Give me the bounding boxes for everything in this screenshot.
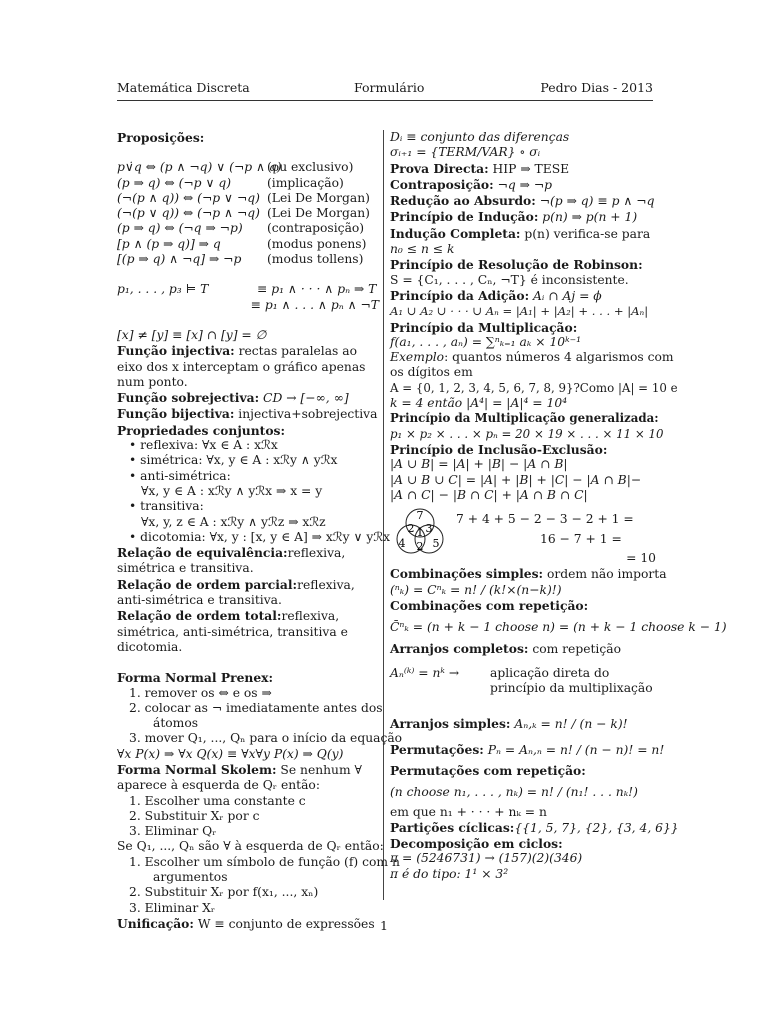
prop-row: (¬(p ∨ q)) ⇔ (¬p ∧ ¬q) (Lei De Morgan) xyxy=(117,206,370,221)
prop-row: p∨̇q ⇔ (p ∧ ¬q) ∨ (¬p ∧ q) (ou exclusivo) xyxy=(117,160,354,175)
prop-row: [p ∧ (p ⇒ q)] ⇒ q (modus ponens) xyxy=(117,236,367,251)
list-item: 3. Eliminar Qᵣ xyxy=(129,824,217,839)
complete-induction: Indução Completa: p(n) verifica-se para xyxy=(390,225,651,241)
entailment: p₁, . . . , p₃ ⊨ T ≡ p₁ ∧ · · · ∧ pₙ ⇒ T xyxy=(117,282,377,297)
sigma-composition: σᵢ₊₁ = {TERM/VAR} ∘ σᵢ xyxy=(390,145,541,160)
header-title: Formulário xyxy=(354,80,425,95)
list-item: átomos xyxy=(153,716,199,731)
unification: Unificação: W ≡ conjunto de expressões xyxy=(117,915,375,931)
header-author: Pedro Dias - 2013 xyxy=(540,80,653,95)
equivalence-relation: Relação de equivalência:reflexiva, simétrica e transitiva. xyxy=(117,545,346,576)
multiplication-title: Princípio da Multiplicação: xyxy=(390,319,578,335)
list-item: • dicotomia: ∀x, y : [x, y ∈ A] ⇒ xℛy ∨ yℛx xyxy=(129,529,391,544)
page-number: 1 xyxy=(380,918,388,933)
venn-region: 5 xyxy=(432,537,440,551)
robinson-title: Princípio de Resolução de Robinson: xyxy=(390,257,643,273)
section-skolem: Forma Normal Skolem: Se nenhum ∀ xyxy=(117,761,362,777)
venn-region: 1 xyxy=(416,526,424,540)
venn-region: 7 xyxy=(416,509,424,523)
prop-row: (¬(p ∧ q)) ⇔ (¬p ∨ ¬q) (Lei De Morgan) xyxy=(117,190,370,205)
section-prenex: Forma Normal Prenex: xyxy=(117,670,274,686)
equivalence-classes: [x] ≠ [y] ≡ [x] ∩ [y] = ∅ xyxy=(117,327,267,342)
left-column: Proposições: p∨̇q ⇔ (p ∧ ¬q) ∨ (¬p ∧ q) (ou exclusivo) (p ⇒ q) ⇔ (¬p ∨ q) (implicação) (¬(p ∧ q)) ⇔ (¬p ∨ ¬q) (Lei De Morgan) (¬(p ∨ q)) ⇔ (¬p ∧ ¬q) (Lei De Morgan) (p ⇒ q) ⇔ (¬q ⇒ ¬p) (contraposição) [p ∧ (p ⇒ q)] ⇒ q (modus ponens) [(p ⇒ q) ∧ ¬q] ⇒ ¬p (modus tollens) p₁, . . . , p₃ ⊨ T ≡ p₁ ∧ · · · ∧ pₙ ⇒ T ≡ p₁ ∧ . . . ∧ pₙ ∧ ¬T [x] ≠ [y] ≡ [x] ∩ [y] = ∅ Função injectiva: rectas paralelas ao eixo dos x interceptam o gráfico apenas num ponto. Função sobrejectiva: CD → [−∞, ∞] Função bijectiva: injectiva+sobrejectiva Propriedades conjuntos: • reflexiva: ∀x ∈ A : xℛx • simétrica: ∀x, y ∈ A : xℛy ∧ yℛx • anti-simétrica: ∀x, y ∈ A : xℛy ∧ yℛx ⇒ x = y • transitiva: ∀x, y, z ∈ A : xℛy ∧ yℛz ⇒ xℛz • dicotomia: ∀x, y : [x, y ∈ A] ⇒ xℛy ∨ yℛx Relação de equivalência:reflexiva, simétrica e transitiva. Relação de ordem parcial:reflexiva, anti-simétrica e transitiva. Relação de ordem total:reflexiva, simétrica, anti-simétrica, transitiva e dicotomia. Forma Normal Prenex: 1. remover os ⇔ e os ⇒ 2. colocar as ¬ imediatamente antes dos átomos 3. mover Q₁, ..., Qₙ para o início da equação ∀x P(x) ⇒ ∀x Q(x) ≡ ∀x∀y P(x) ⇒ Q(y) Forma Normal Skolem: Se nenhum ∀ aparece à esquerda de Qᵣ então: 1. Escolher uma constante c 2. Substituir Xᵣ por c 3. Eliminar Qᵣ Se Q₁, ..., Qₙ são ∀ à esquerda de Qᵣ então: 1. Escolher um símbolo de função (f) com n argumentos 2. Substituir Xᵣ por f(x₁, ..., xₙ) 3. Eliminar Xᵣ Unificação: W ≡ conjunto de expressões xyxy=(117,130,403,931)
header-course: Matemática Discreta xyxy=(117,80,250,95)
venn-region: 4 xyxy=(398,537,406,551)
permutations: Permutações: Pₙ = Aₙ,ₙ = n! / (n − n)! = n! xyxy=(390,742,665,758)
right-column: Dᵢ ≡ conjunto das diferenças σᵢ₊₁ = {TERM/VAR} ∘ σᵢ Prova Directa: HIP ⇒ TESE Contraposição: ¬q ⇒ ¬p Redução ao Absurdo: ¬(p ⇒ q) ≡ p ∧ ¬q Princípio de Indução: p(n) ⇒ p(n + 1) Indução Completa: p(n) verifica-se para n₀ ≤ n ≤ k Princípio de Resolução de Robinson: S = {C₁, . . . , Cₙ, ¬T} é inconsistente. Princípio da Adição: Aᵢ ∩ Aj = ϕ A₁ ∪ A₂ ∪ · · · ∪ Aₙ = |A₁| + |A₂| + . . . + |Aₙ| Princípio da Multiplicação: f(a₁, . . . , aₙ) = ∑ⁿₖ₌₁ aₖ × 10ᵏ⁻¹ Exemplo: quantos números 4 algarismos com os dígitos em A = {0, 1, 2, 3, 4, 5, 6, 7, 8, 9}?Como |A| = 10 e k = 4 então |A⁴| = |A|⁴ = 10⁴ Princípio da Multiplicação generalizada: p₁ × p₂ × . . . × pₙ = 20 × 19 × . . . × 11 × 10 Princípio de Inclusão-Exclusão: |A ∪ B| = |A| + |B| − |A ∩ B| |A ∪ B ∪ C| = |A| + |B| + |C| − |A ∩ B|− |A ∩ C| − |B ∩ C| + |A ∩ B ∩ C| 7 2 1 3 4 2 5 7 + 4 + 5 − 2 − 3 − 2 + 1 = 16 − 7 + 1 = = 10 Combinações simples: ordem não importa (ⁿₖ) = Cⁿₖ = n! / (k!×(n−k)!) Combinações com repetição: C̄ⁿₖ = (n + k − 1 choose n) = (n + k − 1 choose k − 1) Arranjos completos: com repetição Aₙ⁽ᵏ⁾ = nᵏ → aplicação direta do princípio da multiplixação Arranjos simples: Aₙ,ₖ = n! / (n − k)! Permutações: Pₙ = Aₙ,ₙ = n! / (n − n)! = n! Permutações com repetição: (n choose n₁, . . . , nₖ) = n! / (n₁! . . . nₖ!) em que n₁ + · · · + nₖ = n Partições cíclicas:{{1, 5, 7}, {2}, {3, 4, 6}} Decomposição em ciclos: π = (5246731) → (157)(2)(346) π é do tipo: 1¹ × 3² xyxy=(390,130,727,881)
total-order: Relação de ordem total:reflexiva, simétrica, anti-simétrica, transitiva e dicotomia. xyxy=(117,608,348,654)
prop-row: (p ⇒ q) ⇔ (¬p ∨ q) (implicação) xyxy=(117,175,344,190)
list-item: 3. Eliminar Xᵣ xyxy=(129,900,216,915)
simple-arrangements: Arranjos simples: Aₙ,ₖ = n! / (n − k)! xyxy=(390,716,628,732)
list-item: 3. mover Q₁, ..., Qₙ para o início da equação xyxy=(129,731,403,746)
permutations-repetition: Permutações com repetição: xyxy=(390,763,586,779)
addition-principle: Princípio da Adição: Aᵢ ∩ Aj = ϕ xyxy=(390,287,602,303)
list-item: 2. Substituir Xᵣ por f(x₁, ..., xₙ) xyxy=(129,885,319,900)
gen-multiplication-title: Princípio da Multiplicação generalizada: xyxy=(390,411,659,426)
column-divider xyxy=(383,130,384,900)
header-rule xyxy=(117,100,653,101)
cyclic-partitions: Partições cíclicas:{{1, 5, 7}, {2}, {3, 4, 6}} xyxy=(390,819,679,835)
direct-proof: Prova Directa: HIP ⇒ TESE xyxy=(390,160,570,176)
prop-row: (p ⇒ q) ⇔ (¬q ⇒ ¬p) (contraposição) xyxy=(117,221,365,236)
contraposition: Contraposição: ¬q ⇒ ¬p xyxy=(390,176,553,192)
list-item: 1. Escolher um símbolo de função (f) com n xyxy=(129,854,400,869)
partial-order: Relação de ordem parcial:reflexiva, anti-simétrica e transitiva. xyxy=(117,576,355,608)
list-item: ∀x, y ∈ A : xℛy ∧ yℛx ⇒ x = y xyxy=(141,483,323,498)
injective-def: Função injectiva: rectas paralelas ao eixo dos x interceptam o gráfico apenas num ponto. xyxy=(117,343,366,389)
differences-set: Dᵢ ≡ conjunto das diferenças xyxy=(390,130,570,144)
complete-arrangements: Arranjos completos: com repetição xyxy=(390,641,621,657)
list-item: 2. Substituir Xᵣ por c xyxy=(129,808,260,823)
list-item: argumentos xyxy=(153,870,228,885)
simple-combinations: Combinações simples: ordem não importa xyxy=(390,566,667,582)
robinson-text: S = {C₁, . . . , Cₙ, ¬T} é inconsistente. xyxy=(390,272,629,287)
prenex-example: ∀x P(x) ⇒ ∀x Q(x) ≡ ∀x∀y P(x) ⇒ Q(y) xyxy=(117,746,344,761)
page-header xyxy=(117,80,653,96)
list-item: 2. colocar as ¬ imediatamente antes dos xyxy=(129,700,383,715)
section-propositions: Proposições: xyxy=(117,130,205,145)
proposition-table xyxy=(117,160,379,267)
venn-diagram xyxy=(390,503,450,559)
list-item: • transitiva: xyxy=(129,499,204,514)
list-item: • simétrica: ∀x, y ∈ A : xℛy ∧ yℛx xyxy=(129,453,338,468)
venn-region: 2 xyxy=(416,540,424,554)
venn-example: 7 2 1 3 4 2 5 7 + 4 + 5 − 2 − 3 − 2 + 1 = 16 − 7 + 1 = xyxy=(390,503,656,559)
section-set-properties: Propriedades conjuntos: xyxy=(117,422,285,438)
list-item: • reflexiva: ∀x ∈ A : xℛx xyxy=(129,438,278,453)
list-item: ∀x, y, z ∈ A : xℛy ∧ yℛz ⇒ xℛz xyxy=(141,514,326,529)
cycle-decomposition: Decomposição em ciclos: xyxy=(390,836,563,852)
inclusion-exclusion-title: Princípio de Inclusão-Exclusão: xyxy=(390,441,608,457)
list-item: 1. remover os ⇔ e os ⇒ xyxy=(129,685,272,700)
list-item: • anti-simétrica: xyxy=(129,468,231,483)
list-item: 1. Escolher uma constante c xyxy=(129,793,306,808)
bijective-def: Função bijectiva: injectiva+sobrejectiva xyxy=(117,406,378,422)
venn-region: 2 xyxy=(407,522,415,536)
combinations-repetition: Combinações com repetição: xyxy=(390,598,589,614)
example: Exemplo: quantos números 4 algarismos com xyxy=(390,350,674,365)
venn-region: 3 xyxy=(425,522,433,536)
surjective-def: Função sobrejectiva: CD → [−∞, ∞] xyxy=(117,390,349,406)
venn-equation: 7 + 4 + 5 − 2 − 3 − 2 + 1 = xyxy=(456,512,634,527)
prop-row: [(p ⇒ q) ∧ ¬q] ⇒ ¬p (modus tollens) xyxy=(117,252,364,267)
reductio: Redução ao Absurdo: ¬(p ⇒ q) ≡ p ∧ ¬q xyxy=(390,193,655,209)
induction: Princípio de Indução: p(n) ⇒ p(n + 1) xyxy=(390,209,638,225)
